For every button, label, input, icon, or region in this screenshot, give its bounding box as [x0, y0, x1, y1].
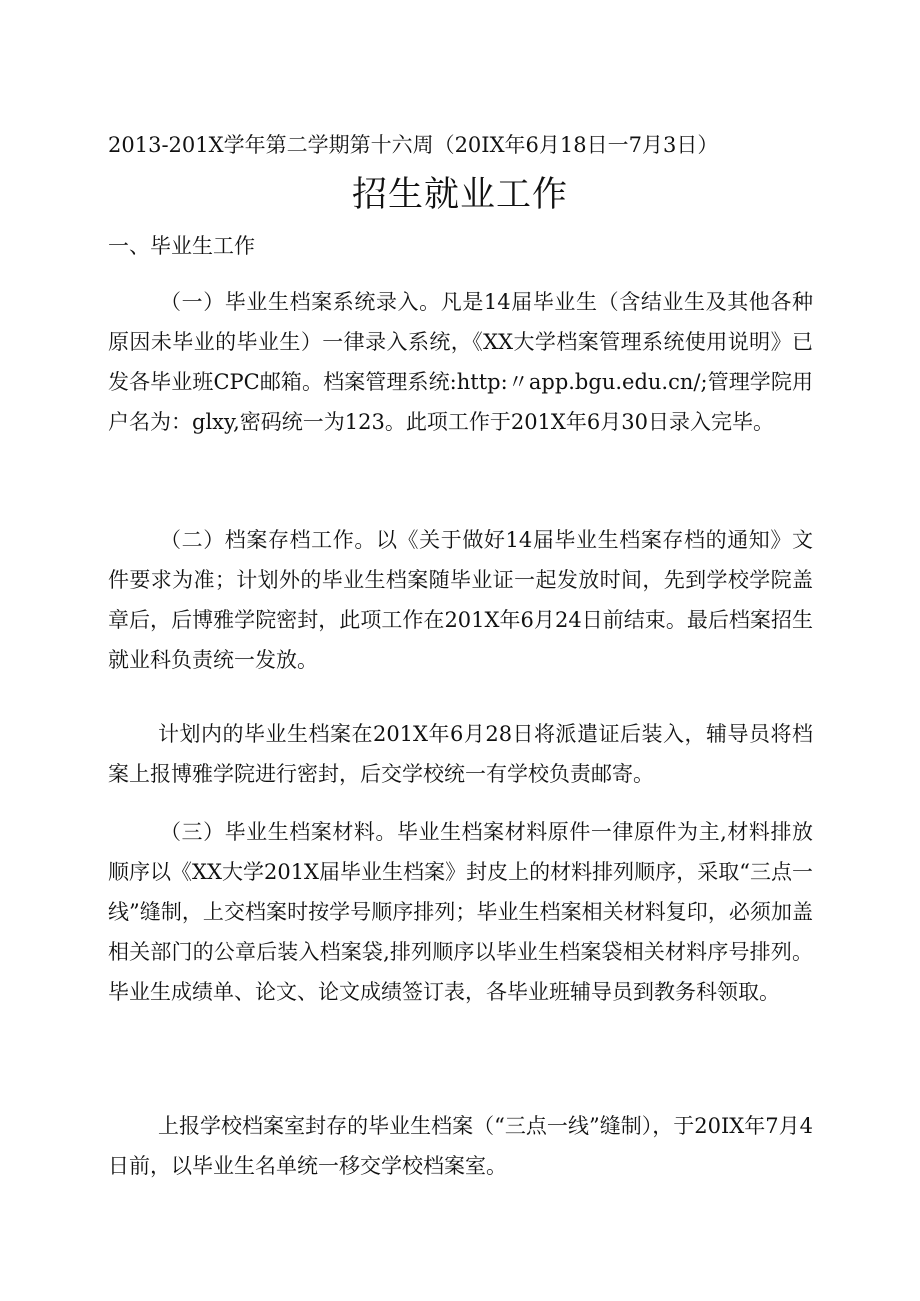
paragraph-archive-materials: （三）毕业生档案材料。毕业生档案材料原件一律原件为主,材料排放顺序以《XX大学201X届毕业生档案》封皮上的材料排列顺序，采取“三点一线”缝制，上交档案时按学号顺序排列；毕业生档案相关材料复印，必须加盖相关部门的公章后装入档案袋,排列顺序以毕业生档案袋相关材料序号排列。毕业生成绩单、论文、论文成绩签订表，各毕业班辅导员到教务科领取。	[108, 820, 813, 1004]
paragraph-planned-graduate-archives: 计划内的毕业生档案在201X年6月28日将派遣证后装入，辅导员将档案上报博雅学院进行密封，后交学校统一有学校负责邮寄。	[108, 722, 813, 786]
section-heading: 一、毕业生工作	[108, 234, 255, 258]
paragraph-archive-transfer: 上报学校档案室封存的毕业生档案（“三点一线”缝制），于20IX年7月4日前，以毕业生名单统一移交学校档案室。	[108, 1114, 813, 1178]
paragraph-archive-filing: （二）档案存档工作。以《关于做好14届毕业生档案存档的通知》文件要求为准；计划外的毕业生档案随毕业证一起发放时间，先到学校学院盖章后，后博雅学院密封，此项工作在201X年6月24日前结束。最后档案招生就业科负责统一发放。	[108, 528, 813, 672]
term-week-header: 2013-201X学年第二学期第十六周（20IX年6月18日一7月3日）	[108, 133, 719, 157]
paragraph-archive-system-entry: （一）毕业生档案系统录入。凡是14届毕业生（含结业生及其他各种原因未毕业的毕业生）一律录入系统，《XX大学档案管理系统使用说明》已发各毕业班CPC邮箱。档案管理系统:http:〃app.bgu.edu.cn/;管理学院用户名为：glxy,密码统一为123。此项工作于201X年6月30日录入完毕。	[108, 290, 813, 434]
page-title: 招生就业工作	[351, 175, 568, 215]
